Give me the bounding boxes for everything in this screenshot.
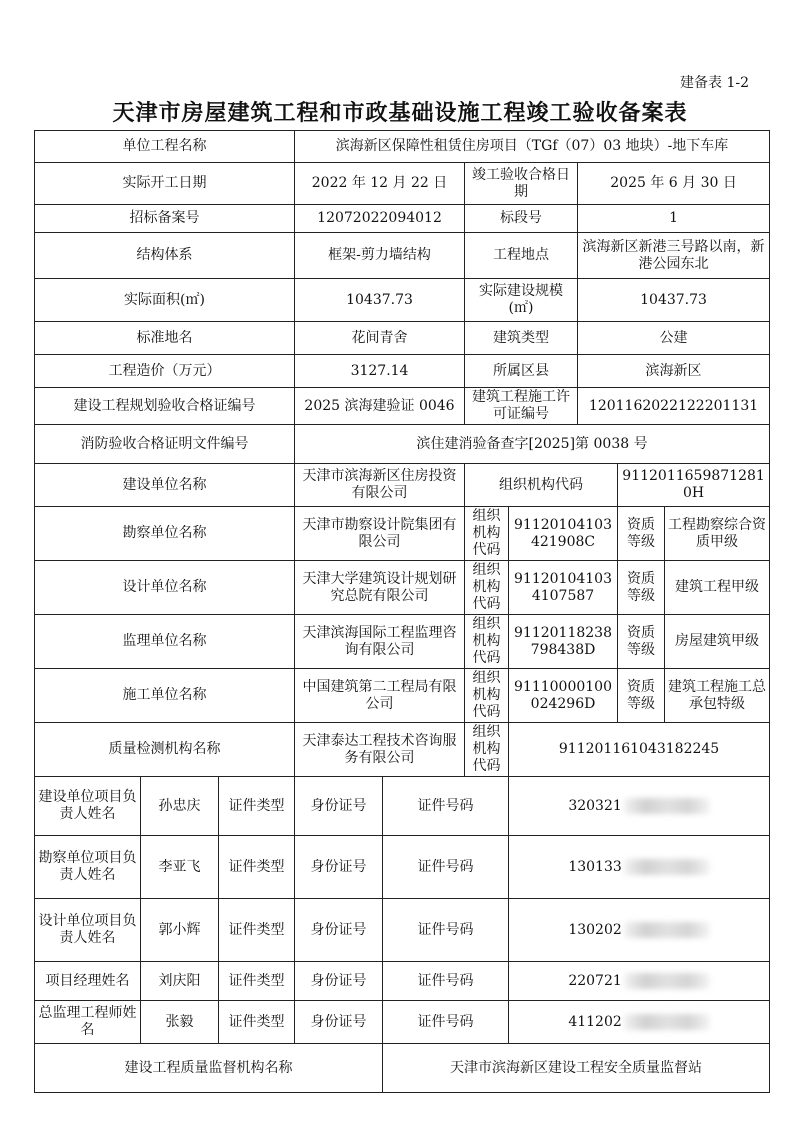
structure-label: 结构体系 bbox=[35, 233, 295, 279]
acceptance-date-label: 竣工验收合格日期 bbox=[465, 163, 578, 205]
std-name-label: 标准地名 bbox=[35, 322, 295, 355]
cert-type-label: 证件类型 bbox=[219, 1001, 295, 1044]
cost-value: 3127.14 bbox=[295, 355, 465, 388]
supervisor-org-code-label: 组织机构代码 bbox=[465, 615, 509, 669]
area-value: 10437.73 bbox=[295, 279, 465, 322]
builder-name: 天津市滨海新区住房投资有限公司 bbox=[295, 464, 465, 507]
cert-type-label: 证件类型 bbox=[219, 777, 295, 836]
person-name: 张毅 bbox=[141, 1001, 219, 1044]
builder-label: 建设单位名称 bbox=[35, 464, 295, 507]
supervisor-org-code: 91120118238798438D bbox=[509, 615, 618, 669]
cert-type-value: 身份证号 bbox=[295, 899, 383, 962]
person-row bbox=[35, 899, 770, 962]
building-type-label: 建筑类型 bbox=[465, 322, 578, 355]
contractor-label: 施工单位名称 bbox=[35, 669, 295, 723]
supervision-agency-value: 天津市滨海新区建设工程安全质量监督站 bbox=[383, 1044, 770, 1093]
std-name-value: 花间青舍 bbox=[295, 322, 465, 355]
document-title: 天津市房屋建筑工程和市政基础设施工程竣工验收备案表 bbox=[112, 101, 688, 126]
supervisor-name: 天津滨海国际工程监理咨询有限公司 bbox=[295, 615, 465, 669]
inspection-name: 天津泰达工程技术咨询服务有限公司 bbox=[295, 723, 465, 777]
cert-no-label: 证件号码 bbox=[383, 899, 509, 962]
cert-type-label: 证件类型 bbox=[219, 836, 295, 899]
design-org-code-label: 组织机构代码 bbox=[465, 561, 509, 615]
redaction-blur bbox=[624, 798, 710, 814]
district-label: 所属区县 bbox=[465, 355, 578, 388]
id-prefix: 130202 bbox=[568, 921, 622, 938]
cert-no-label: 证件号码 bbox=[383, 1001, 509, 1044]
start-date-label: 实际开工日期 bbox=[35, 163, 295, 205]
permit-value: 1201162022122201131 bbox=[578, 388, 770, 425]
person-row bbox=[35, 962, 770, 1001]
survey-org-code-label: 组织机构代码 bbox=[465, 507, 509, 561]
contractor-org-code-label: 组织机构代码 bbox=[465, 669, 509, 723]
person-role: 设计单位项目负责人姓名 bbox=[35, 899, 141, 962]
id-prefix: 220721 bbox=[568, 972, 622, 989]
bid-no-value: 12072022094012 bbox=[295, 205, 465, 233]
redaction-blur bbox=[624, 1014, 710, 1030]
cert-no-label: 证件号码 bbox=[383, 836, 509, 899]
person-role: 建设单位项目负责人姓名 bbox=[35, 777, 141, 836]
project-name-value: 滨海新区保障性租赁住房项目（TGf（07）03 地块）-地下车库 bbox=[295, 131, 770, 163]
start-date-value: 2022 年 12 月 22 日 bbox=[295, 163, 465, 205]
structure-value: 框架-剪力墙结构 bbox=[295, 233, 465, 279]
redaction-blur bbox=[624, 973, 710, 989]
person-role: 勘察单位项目负责人姓名 bbox=[35, 836, 141, 899]
supervisor-qual-label: 资质等级 bbox=[618, 615, 665, 669]
acceptance-record-table bbox=[34, 130, 770, 1093]
fire-cert-value: 滨住建消验备查字[2025]第 0038 号 bbox=[295, 425, 770, 464]
permit-label: 建筑工程施工许可证编号 bbox=[465, 388, 578, 425]
redaction-blur bbox=[624, 859, 710, 875]
cert-no-value bbox=[509, 1001, 770, 1044]
survey-org-code: 91120104103421908C bbox=[509, 507, 618, 561]
inspection-org-code-label: 组织机构代码 bbox=[465, 723, 509, 777]
contractor-qual-label: 资质等级 bbox=[618, 669, 665, 723]
location-label: 工程地点 bbox=[465, 233, 578, 279]
district-value: 滨海新区 bbox=[578, 355, 770, 388]
design-org-code: 911201041034107587 bbox=[509, 561, 618, 615]
cert-type-value: 身份证号 bbox=[295, 836, 383, 899]
person-role: 总监理工程师姓名 bbox=[35, 1001, 141, 1044]
supervision-agency-label: 建设工程质量监督机构名称 bbox=[35, 1044, 383, 1093]
acceptance-date-value: 2025 年 6 月 30 日 bbox=[578, 163, 770, 205]
survey-label: 勘察单位名称 bbox=[35, 507, 295, 561]
fire-cert-label: 消防验收合格证明文件编号 bbox=[35, 425, 295, 464]
survey-name: 天津市勘察设计院集团有限公司 bbox=[295, 507, 465, 561]
id-prefix: 130133 bbox=[568, 858, 622, 875]
cert-no-value bbox=[509, 899, 770, 962]
building-type-value: 公建 bbox=[578, 322, 770, 355]
person-name: 刘庆阳 bbox=[141, 962, 219, 1001]
contractor-qual: 建筑工程施工总承包特级 bbox=[665, 669, 770, 723]
person-name: 孙忠庆 bbox=[141, 777, 219, 836]
location-value: 滨海新区新港三号路以南，新港公园东北 bbox=[578, 233, 770, 279]
supervisor-qual: 房屋建筑甲级 bbox=[665, 615, 770, 669]
design-label: 设计单位名称 bbox=[35, 561, 295, 615]
person-role: 项目经理姓名 bbox=[35, 962, 141, 1001]
person-row bbox=[35, 777, 770, 836]
plan-cert-value: 2025 滨海建验证 0046 bbox=[295, 388, 465, 425]
bid-no-label: 招标备案号 bbox=[35, 205, 295, 233]
inspection-label: 质量检测机构名称 bbox=[35, 723, 295, 777]
section-value: 1 bbox=[578, 205, 770, 233]
cert-no-value bbox=[509, 836, 770, 899]
form-reference: 建备表 1-2 bbox=[680, 75, 749, 91]
cert-no-value bbox=[509, 962, 770, 1001]
person-row bbox=[35, 836, 770, 899]
supervisor-label: 监理单位名称 bbox=[35, 615, 295, 669]
design-name: 天津大学建筑设计规划研究总院有限公司 bbox=[295, 561, 465, 615]
survey-qual-label: 资质等级 bbox=[618, 507, 665, 561]
builder-org-code-label: 组织机构代码 bbox=[465, 464, 618, 507]
redaction-blur bbox=[624, 922, 710, 938]
cert-no-value bbox=[509, 777, 770, 836]
inspection-org-code: 911201161043182245 bbox=[509, 723, 770, 777]
contractor-name: 中国建筑第二工程局有限公司 bbox=[295, 669, 465, 723]
plan-cert-label: 建设工程规划验收合格证编号 bbox=[35, 388, 295, 425]
cert-type-label: 证件类型 bbox=[219, 962, 295, 1001]
cert-type-value: 身份证号 bbox=[295, 777, 383, 836]
id-prefix: 411202 bbox=[568, 1013, 622, 1030]
section-label: 标段号 bbox=[465, 205, 578, 233]
cert-type-label: 证件类型 bbox=[219, 899, 295, 962]
project-name-label: 单位工程名称 bbox=[35, 131, 295, 163]
cert-type-value: 身份证号 bbox=[295, 1001, 383, 1044]
person-name: 郭小辉 bbox=[141, 899, 219, 962]
person-name: 李亚飞 bbox=[141, 836, 219, 899]
design-qual: 建筑工程甲级 bbox=[665, 561, 770, 615]
cert-type-value: 身份证号 bbox=[295, 962, 383, 1001]
cert-no-label: 证件号码 bbox=[383, 962, 509, 1001]
design-qual-label: 资质等级 bbox=[618, 561, 665, 615]
cost-label: 工程造价（万元） bbox=[35, 355, 295, 388]
id-prefix: 320321 bbox=[568, 797, 622, 814]
cert-no-label: 证件号码 bbox=[383, 777, 509, 836]
scale-label: 实际建设规模(㎡) bbox=[465, 279, 578, 322]
contractor-org-code: 91110000100024296D bbox=[509, 669, 618, 723]
scale-value: 10437.73 bbox=[578, 279, 770, 322]
builder-org-code: 91120116598712810H bbox=[618, 464, 770, 507]
survey-qual: 工程勘察综合资质甲级 bbox=[665, 507, 770, 561]
area-label: 实际面积(㎡) bbox=[35, 279, 295, 322]
person-row bbox=[35, 1001, 770, 1044]
